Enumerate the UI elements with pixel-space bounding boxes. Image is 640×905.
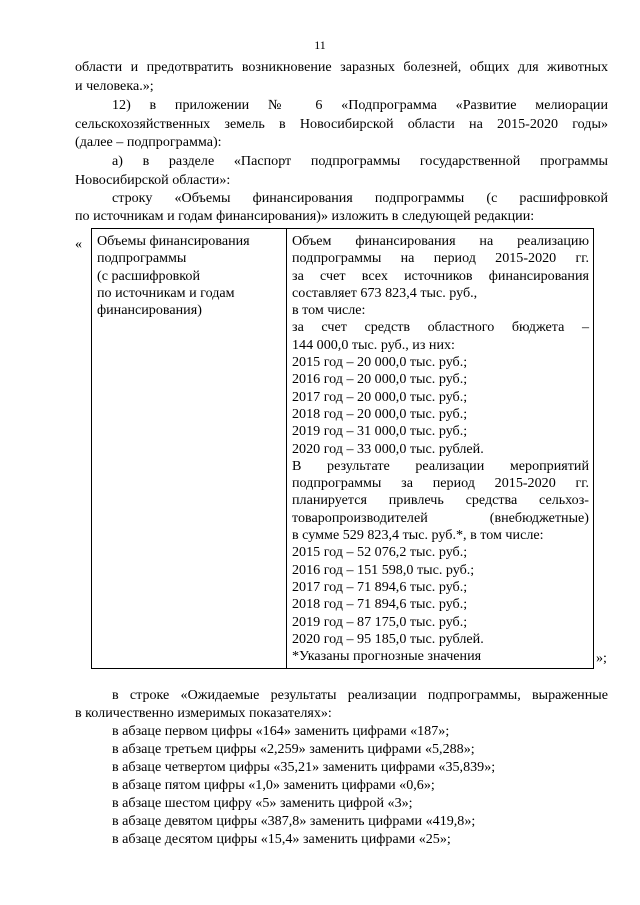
opening-quote: « [75,236,83,252]
right-cell-line: товаропроизводителей (внебюджетные) [292,509,589,526]
right-cell-line: Объем финансирования на реализацию [292,233,589,249]
right-cell-line: составляет 673 823,4 тыс. руб., [292,284,478,301]
sub-a-line-2: Новосибирской области»: [75,172,231,188]
right-cell-line: за счет средств областного бюджета – [292,319,589,336]
right-cell-line: 2018 год – 20 000,0 тыс. руб.; [292,405,468,422]
right-cell-line: 2016 год – 151 598,0 тыс. руб.; [292,561,475,578]
sub-a-line-1: а) в разделе «Паспорт подпрограммы государственной программы [112,153,608,169]
left-cell-line: подпрограммы [97,250,187,267]
right-cell-line: 2020 год – 95 185,0 тыс. рублей. [292,630,484,647]
table-right-cell [292,233,589,665]
left-cell-line: финансирования) [97,302,202,319]
left-cell-line: Объемы финансирования [97,233,250,249]
paragraph-item: в абзаце девятом цифры «387,8» заменить цифрами «419,8»; [112,813,476,829]
left-cell-line: (с расшифровкой [97,267,201,284]
paragraph-item: в абзаце шестом цифру «5» заменить цифрой «3»; [112,795,413,811]
right-cell-line: 144 000,0 тыс. руб., из них: [292,336,455,353]
right-cell-line: 2016 год – 20 000,0 тыс. руб.; [292,371,468,388]
closing-quote: »; [596,650,607,666]
left-cell-line: по источникам и годам [97,284,235,301]
right-cell-line: 2015 год – 52 076,2 тыс. руб.; [292,544,468,561]
right-cell-line: планируется привлечь средства сельхоз- [292,492,589,509]
right-cell-line: В результате реализации мероприятий [292,457,589,474]
paragraph-item: в абзаце пятом цифры «1,0» заменить цифрами «0,6»; [112,777,435,793]
right-cell-line: 2020 год – 33 000,0 тыс. рублей. [292,440,484,457]
paragraph-item: в абзаце третьем цифры «2,259» заменить цифрами «5,288»; [112,741,475,757]
page-number: 11 [314,38,326,52]
table-left-cell [97,233,282,319]
item12-line-3: (далее – подпрограмма): [75,134,222,150]
right-cell-line: 2017 год – 71 894,6 тыс. руб.; [292,578,468,595]
item12-line-1: 12) в приложении № 6 «Подпрограмма «Развитие мелиорации [112,97,608,113]
table-column-divider [286,229,287,668]
intro-line-2: и человека.»; [75,78,154,94]
right-cell-line: 2019 год – 87 175,0 тыс. руб.; [292,613,468,630]
expected-line-2: в количественно измеримых показателях»: [75,705,332,721]
right-cell-line: за счет всех источников финансирования [292,267,589,284]
paragraph-item: в абзаце десятом цифры «15,4» заменить цифрами «25»; [112,831,451,847]
intro-line-1: области и предотвратить возникновение заразных болезней, общих для животных [75,59,608,75]
row-line-1: строку «Объемы финансирования подпрограммы (с расшифровкой [112,190,608,206]
item12-line-2: сельскохозяйственных земель в Новосибирской области на 2015-2020 годы» [75,116,608,132]
paragraph-item: в абзаце четвертом цифры «35,21» заменить цифрами «35,839»; [112,759,496,775]
right-cell-line: в том числе: [292,302,366,319]
expected-line-1: в строке «Ожидаемые результаты реализации подпрограммы, выраженные [112,687,608,703]
paragraph-item: в абзаце первом цифры «164» заменить цифрами «187»; [112,723,450,739]
financing-table [91,228,594,669]
right-cell-line: 2015 год – 20 000,0 тыс. руб.; [292,354,468,371]
right-cell-line: 2018 год – 71 894,6 тыс. руб.; [292,596,468,613]
row-line-2: по источникам и годам финансирования)» изложить в следующей редакции: [75,208,535,224]
right-cell-line: подпрограммы на период 2015-2020 гг. [292,250,589,267]
right-cell-line: 2017 год – 20 000,0 тыс. руб.; [292,388,468,405]
right-cell-line: подпрограммы за период 2015-2020 гг. [292,475,589,492]
right-cell-line: в сумме 529 823,4 тыс. руб.*, в том числе: [292,527,544,544]
right-cell-line: *Указаны прогнозные значения [292,648,482,665]
right-cell-line: 2019 год – 31 000,0 тыс. руб.; [292,423,468,440]
